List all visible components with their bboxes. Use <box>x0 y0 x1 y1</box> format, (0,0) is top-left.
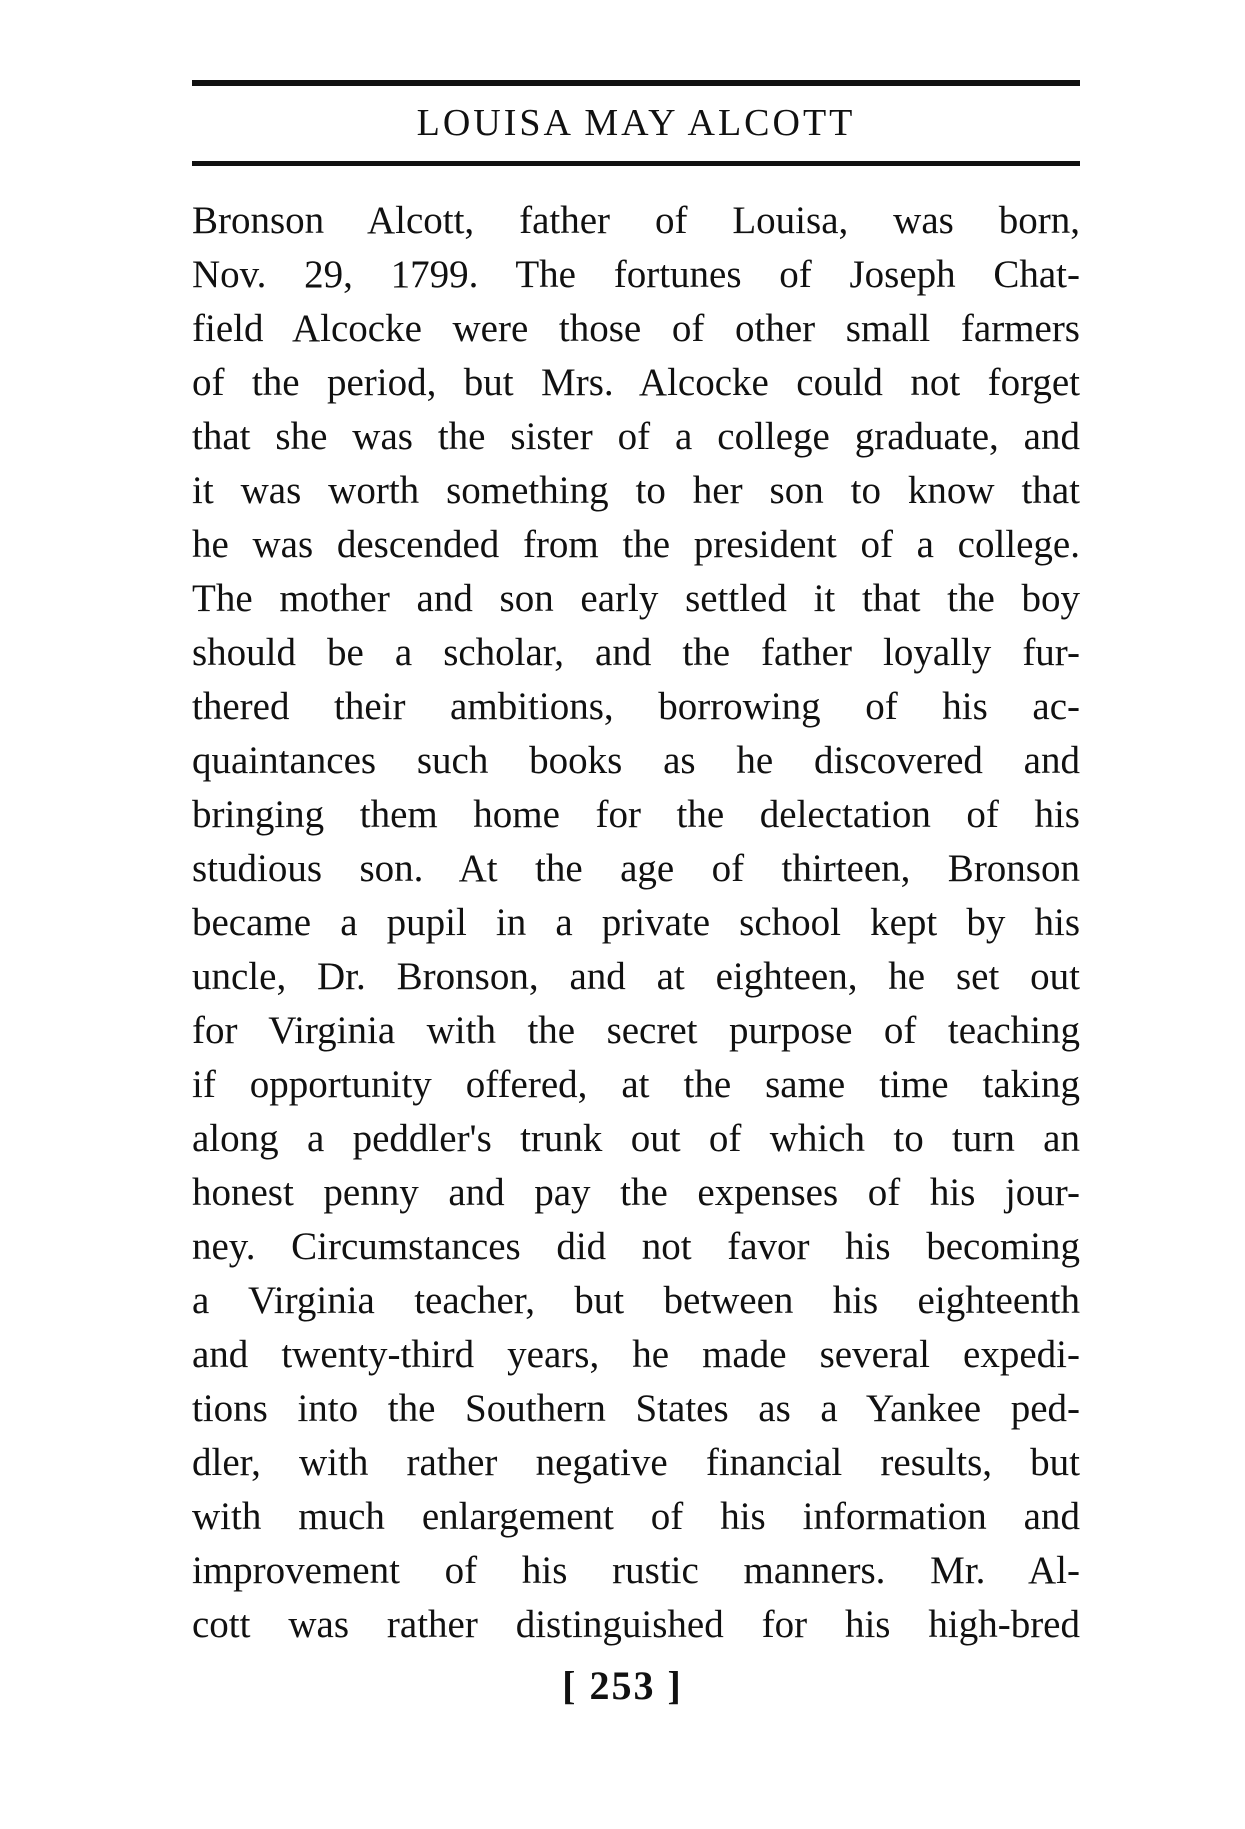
body-paragraph <box>192 194 1080 1652</box>
page-number: [ 253 ] <box>562 1663 683 1708</box>
text-line: bringing them home for the delectation of his <box>192 793 1080 836</box>
text-line: if opportunity offered, at the same time taking <box>192 1063 1080 1106</box>
text-line: it was worth something to her son to know that <box>192 469 1080 512</box>
text-line: and twenty-third years, he made several expedi- <box>192 1333 1080 1376</box>
header-rule-bottom <box>192 161 1080 166</box>
text-line: thered their ambitions, borrowing of his ac- <box>192 685 1080 728</box>
text-line: uncle, Dr. Bronson, and at eighteen, he set out <box>192 955 1080 998</box>
text-line: along a peddler's trunk out of which to turn an <box>192 1117 1080 1160</box>
text-line: of the period, but Mrs. Alcocke could not forget <box>192 361 1080 404</box>
text-line: cott was rather distinguished for his high-bred <box>192 1603 1080 1646</box>
text-line: became a pupil in a private school kept by his <box>192 901 1080 944</box>
running-title: LOUISA MAY ALCOTT <box>416 102 856 144</box>
text-line: that she was the sister of a college graduate, and <box>192 415 1080 458</box>
text-line: for Virginia with the secret purpose of teaching <box>192 1009 1080 1052</box>
text-line: Bronson Alcott, father of Louisa, was born, <box>192 199 1080 242</box>
text-line: studious son. At the age of thirteen, Bronson <box>192 847 1080 890</box>
text-line: a Virginia teacher, but between his eighteenth <box>192 1279 1080 1322</box>
text-line: should be a scholar, and the father loyally fur- <box>192 631 1080 674</box>
text-line: with much enlargement of his information and <box>192 1495 1080 1538</box>
text-line: Nov. 29, 1799. The fortunes of Joseph Chat- <box>192 253 1080 296</box>
text-line: quaintances such books as he discovered and <box>192 739 1080 782</box>
text-line: tions into the Southern States as a Yankee ped- <box>192 1387 1080 1430</box>
text-line: dler, with rather negative financial results, but <box>192 1441 1080 1484</box>
text-line: honest penny and pay the expenses of his jour- <box>192 1171 1080 1214</box>
text-line: field Alcocke were those of other small farmers <box>192 307 1080 350</box>
text-line: he was descended from the president of a college. <box>192 523 1080 566</box>
text-line: The mother and son early settled it that the boy <box>192 577 1080 620</box>
text-line: ney. Circumstances did not favor his becoming <box>192 1225 1080 1268</box>
text-line: improvement of his rustic manners. Mr. Al- <box>192 1549 1080 1592</box>
book-page <box>192 80 1080 1652</box>
